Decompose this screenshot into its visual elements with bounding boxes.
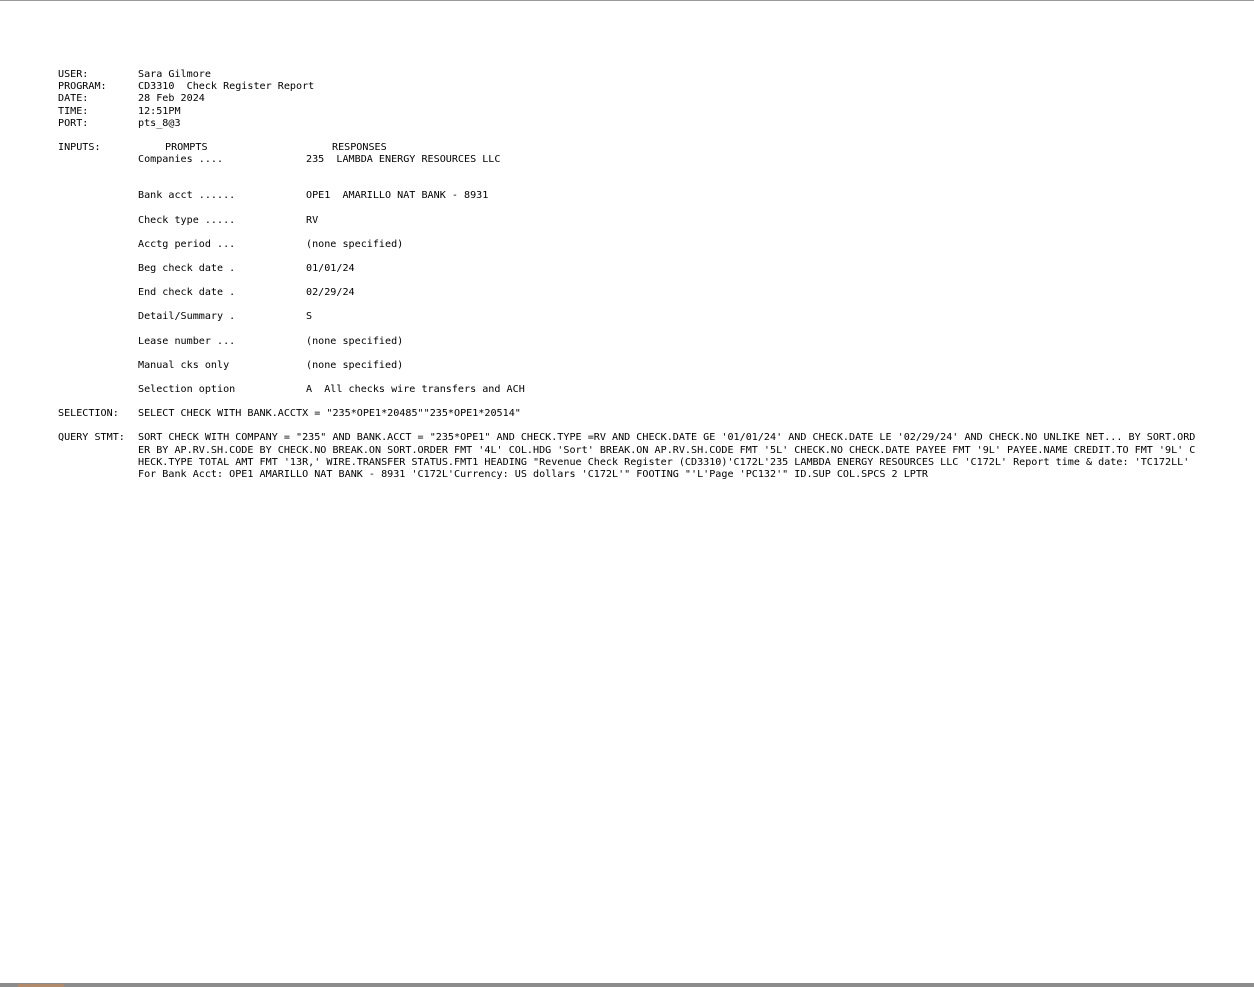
program-label: PROGRAM: bbox=[58, 81, 107, 93]
input-row-bank-acct bbox=[138, 190, 1208, 202]
selection-value: SELECT CHECK WITH BANK.ACCTX = "235*OPE1*20485""235*OPE1*20514" bbox=[138, 408, 521, 420]
query-row bbox=[58, 432, 1208, 481]
selection-row bbox=[58, 408, 1208, 420]
input-response: (none specified) bbox=[306, 238, 404, 250]
user-label: USER: bbox=[58, 69, 89, 80]
spacer bbox=[58, 420, 1208, 432]
program-row bbox=[58, 81, 1208, 93]
spacer bbox=[58, 396, 1208, 408]
input-prompt: Detail/Summary . bbox=[138, 311, 236, 323]
prompts-heading: PROMPTS bbox=[165, 142, 208, 154]
query-statement: SORT CHECK WITH COMPANY = "235" AND BANK.ACCT = "235*OPE1" AND CHECK.TYPE =RV AND CHECK.DATE GE '01/01/24' AND CHECK.DATE LE '02/29/24' AND CHECK.NO UNLIKE NET... BY SORT.ORDER BY AP.RV.SH.CODE BY CHECK.NO BREAK.ON SORT.ORDER FMT '4L' COL.HDG 'Sort' BREAK.ON AP.RV.SH.CODE FMT '5L' CHECK.NO CHECK.DATE PAYEE FMT '9L' PAYEE.NAME CREDIT.TO FMT '9L' CHECK.TYPE TOTAL AMT FMT '13R,' WIRE.TRANSFER STATUS.FMT1 HEADING "Revenue Check Register (CD3310)'C172L'235 LAMBDA ENERGY RESOURCES LLC 'C172L' Report time & date: 'TC172LL' For Bank Acct: OPE1 AMARILLO NAT BANK - 8931 'C172L'Currency: US dollars 'C172L'" FOOTING "'L'Page 'PC132'" ID.SUP COL.SPCS 2 LPTR bbox=[138, 432, 1196, 481]
time-value: 12:51PM bbox=[138, 105, 181, 117]
input-prompt: Lease number ... bbox=[138, 335, 236, 347]
input-row-lease-number bbox=[138, 336, 1208, 348]
spacer bbox=[58, 348, 1208, 360]
input-response: 02/29/24 bbox=[306, 287, 355, 299]
page-bottom-border bbox=[0, 983, 1254, 987]
input-response: A All checks wire transfers and ACH bbox=[306, 384, 525, 396]
port-value: pts_8@3 bbox=[138, 117, 181, 129]
input-prompt: End check date . bbox=[138, 287, 236, 299]
port-row bbox=[58, 118, 1208, 130]
selection-label: SELECTION: bbox=[58, 408, 119, 420]
inputs-heading-row bbox=[58, 142, 1208, 154]
date-label: DATE: bbox=[58, 93, 89, 105]
input-response: (none specified) bbox=[306, 359, 404, 371]
user-row bbox=[58, 69, 1208, 81]
report-body bbox=[58, 69, 1208, 481]
input-prompt: Manual cks only bbox=[138, 359, 230, 371]
input-row-detail-summary bbox=[138, 311, 1208, 323]
spacer bbox=[58, 166, 1208, 190]
spacer bbox=[58, 324, 1208, 336]
input-prompt: Check type ..... bbox=[138, 214, 236, 226]
spacer bbox=[58, 372, 1208, 384]
input-prompt: Selection option bbox=[138, 384, 236, 396]
input-row-end-check-date bbox=[138, 287, 1208, 299]
input-prompt: Beg check date . bbox=[138, 263, 236, 275]
input-response: (none specified) bbox=[306, 335, 404, 347]
input-row-beg-check-date bbox=[138, 263, 1208, 275]
program-value: CD3310 Check Register Report bbox=[138, 81, 315, 93]
spacer bbox=[58, 130, 1208, 142]
responses-heading: RESPONSES bbox=[332, 142, 387, 154]
input-row-check-type bbox=[138, 215, 1208, 227]
input-row-manual-cks bbox=[138, 360, 1208, 372]
input-row-selection-option bbox=[138, 384, 1208, 396]
input-prompt: Acctg period ... bbox=[138, 238, 236, 250]
time-row bbox=[58, 106, 1208, 118]
inputs-label: INPUTS: bbox=[58, 142, 101, 154]
input-row-companies bbox=[138, 154, 1208, 166]
input-response: 01/01/24 bbox=[306, 263, 355, 275]
input-prompt: Bank acct ...... bbox=[138, 190, 236, 202]
port-label: PORT: bbox=[58, 117, 89, 129]
date-value: 28 Feb 2024 bbox=[138, 93, 205, 105]
input-prompt: Companies .... bbox=[138, 154, 224, 166]
input-response: OPE1 AMARILLO NAT BANK - 8931 bbox=[306, 190, 489, 202]
input-row-acctg-period bbox=[138, 239, 1208, 251]
inputs-column-headings bbox=[138, 142, 387, 154]
time-label: TIME: bbox=[58, 105, 89, 117]
input-response: S bbox=[306, 311, 313, 323]
spacer bbox=[58, 227, 1208, 239]
spacer bbox=[58, 299, 1208, 311]
spacer bbox=[58, 275, 1208, 287]
input-response: RV bbox=[306, 214, 319, 226]
spacer bbox=[58, 203, 1208, 215]
input-response: 235 LAMBDA ENERGY RESOURCES LLC bbox=[306, 154, 501, 166]
page-top-border bbox=[0, 0, 1254, 1]
spacer bbox=[58, 251, 1208, 263]
query-label: QUERY STMT: bbox=[58, 432, 125, 444]
user-value: Sara Gilmore bbox=[138, 69, 211, 80]
date-row bbox=[58, 93, 1208, 105]
